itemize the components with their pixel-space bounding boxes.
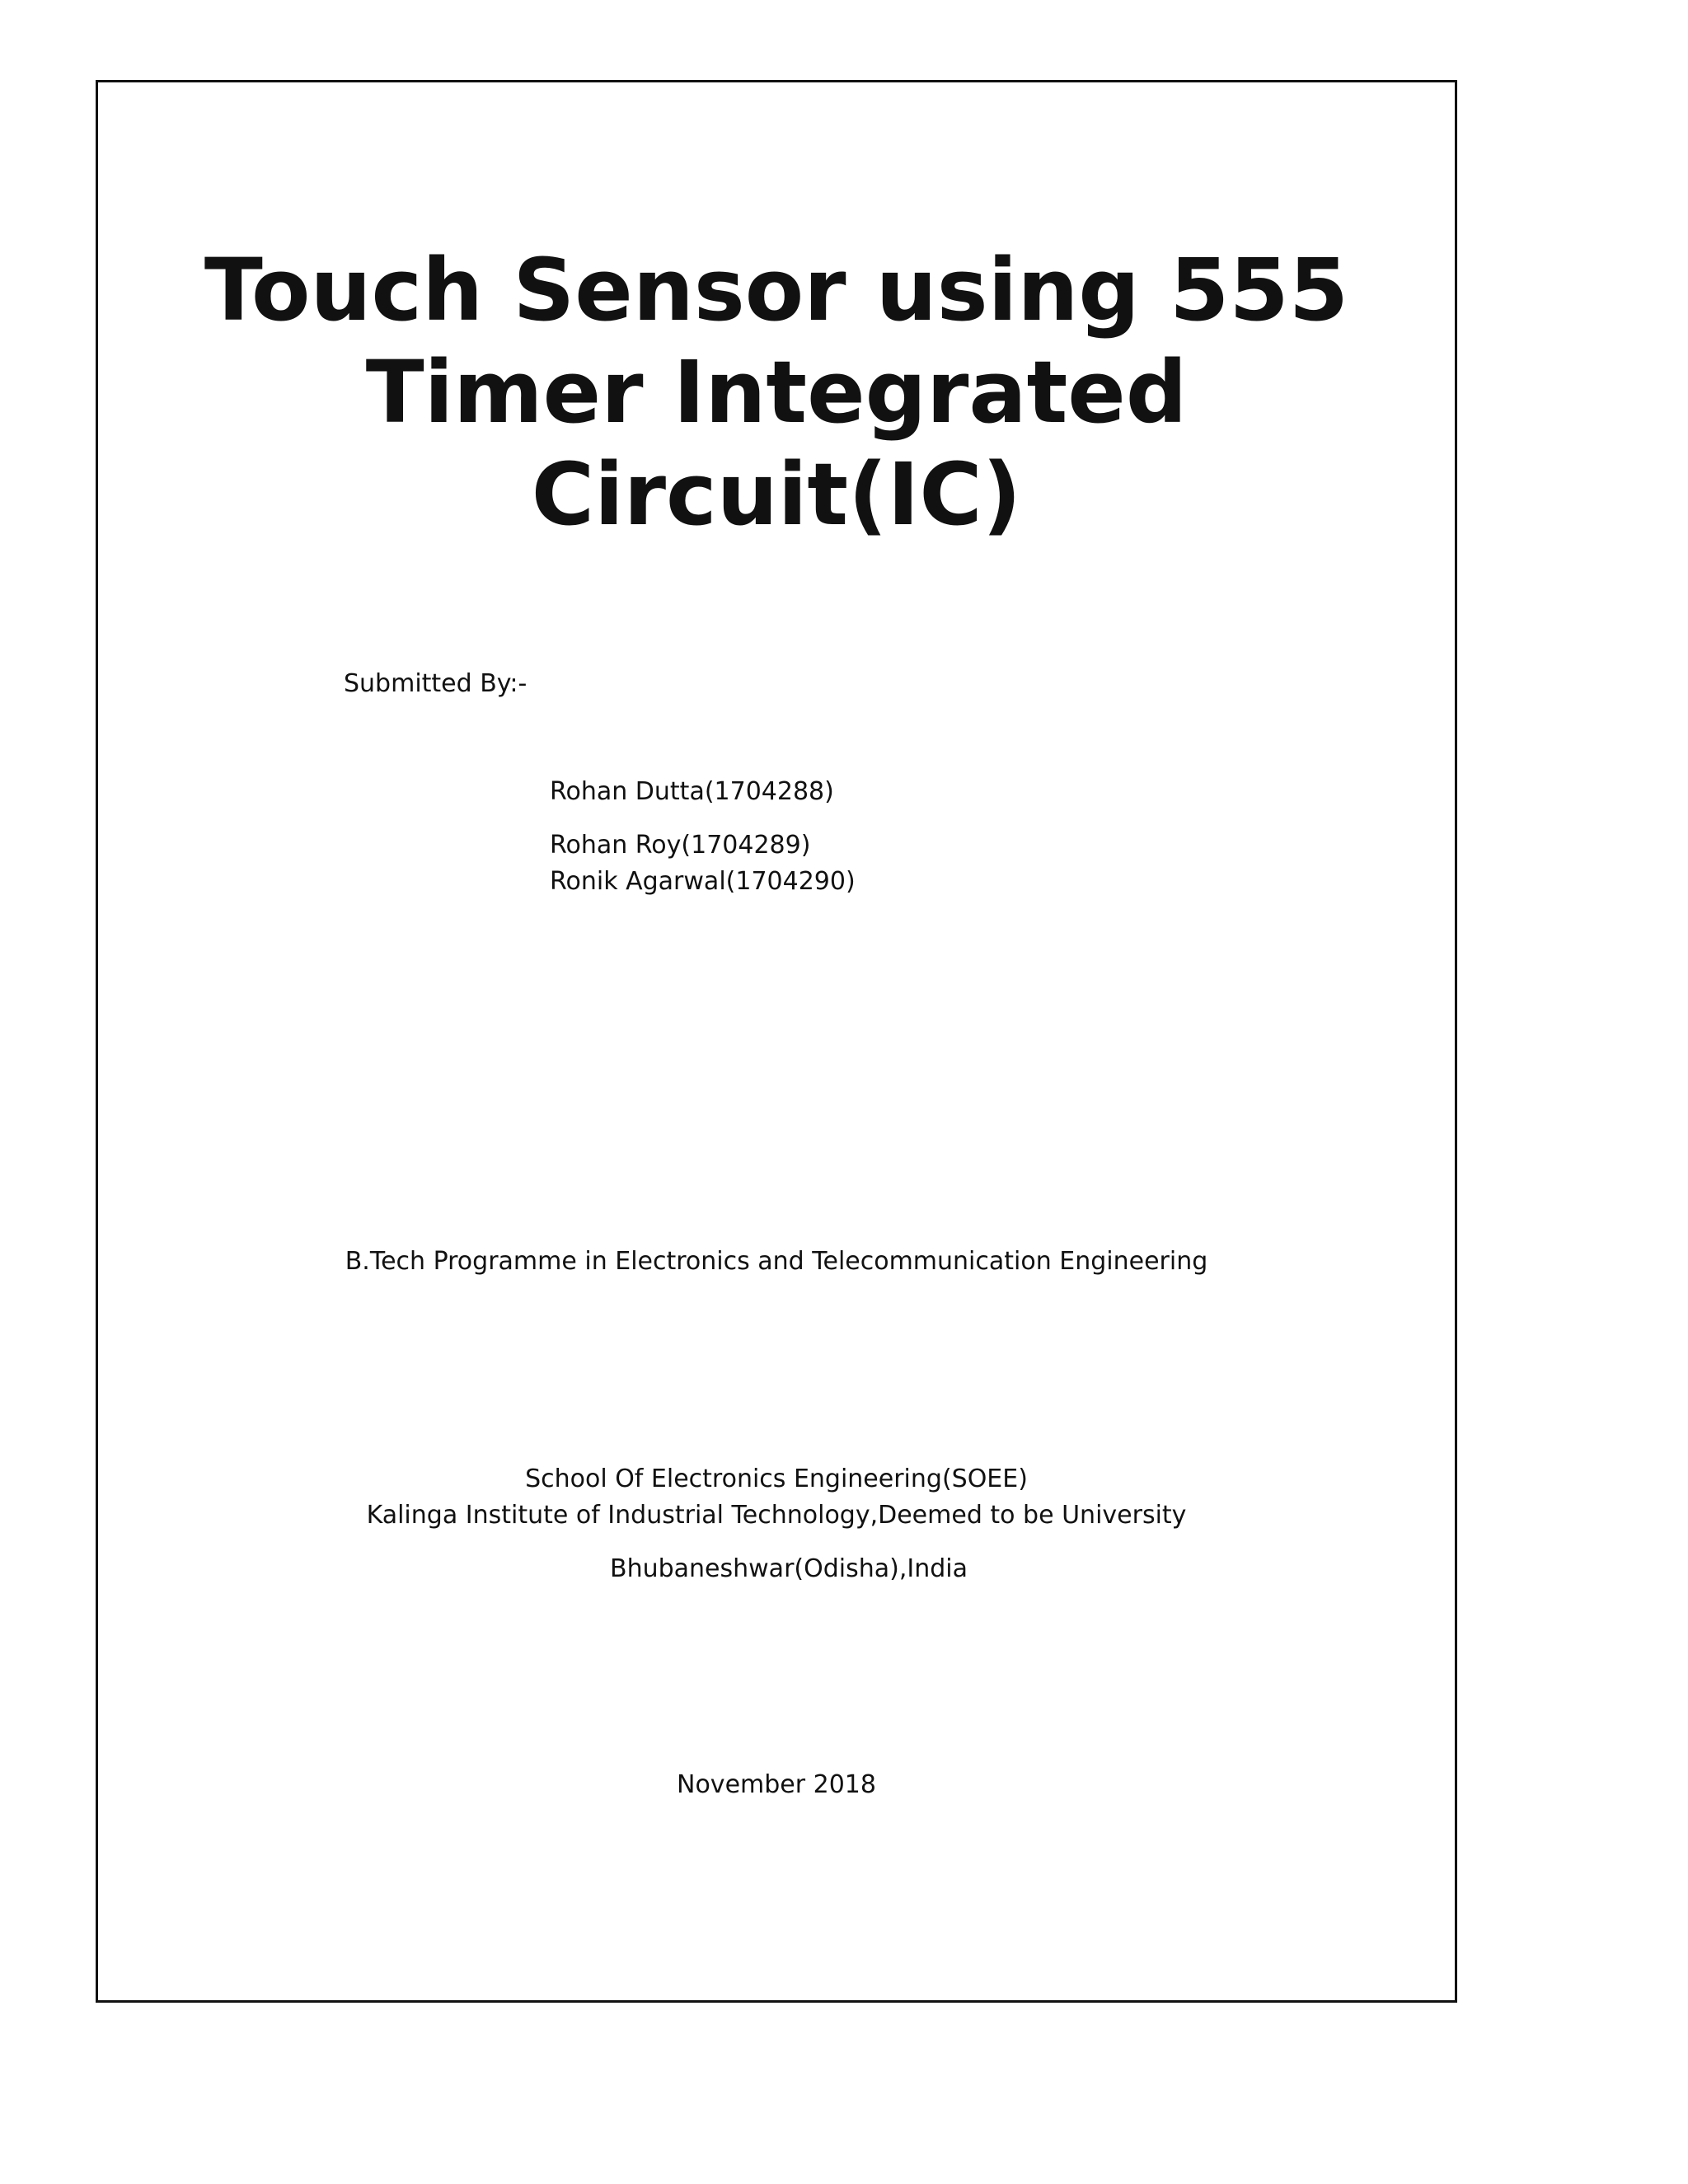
title-line-2: Timer Integrated: [365, 342, 1188, 443]
school-line: School Of Electronics Engineering(SOEE): [525, 1465, 1028, 1493]
institute-line: Kalinga Institute of Industrial Technology,Deemed to be University: [366, 1501, 1187, 1530]
location-line: Bhubaneshwar(Odisha),India: [610, 1554, 968, 1583]
document-title: [96, 239, 1457, 546]
submitted-by-label: Submitted By:-: [344, 669, 528, 698]
title-line-3: Circuit(IC): [531, 444, 1022, 545]
title-line-1: Touch Sensor using 555: [204, 240, 1349, 340]
date-line: November 2018: [677, 1770, 876, 1799]
author-3: Ronik Agarwal(1704290): [550, 867, 856, 896]
author-1: Rohan Dutta(1704288): [550, 777, 834, 806]
author-2: Rohan Roy(1704289): [550, 831, 811, 860]
programme-line: B.Tech Programme in Electronics and Telecommunication Engineering: [345, 1247, 1208, 1276]
